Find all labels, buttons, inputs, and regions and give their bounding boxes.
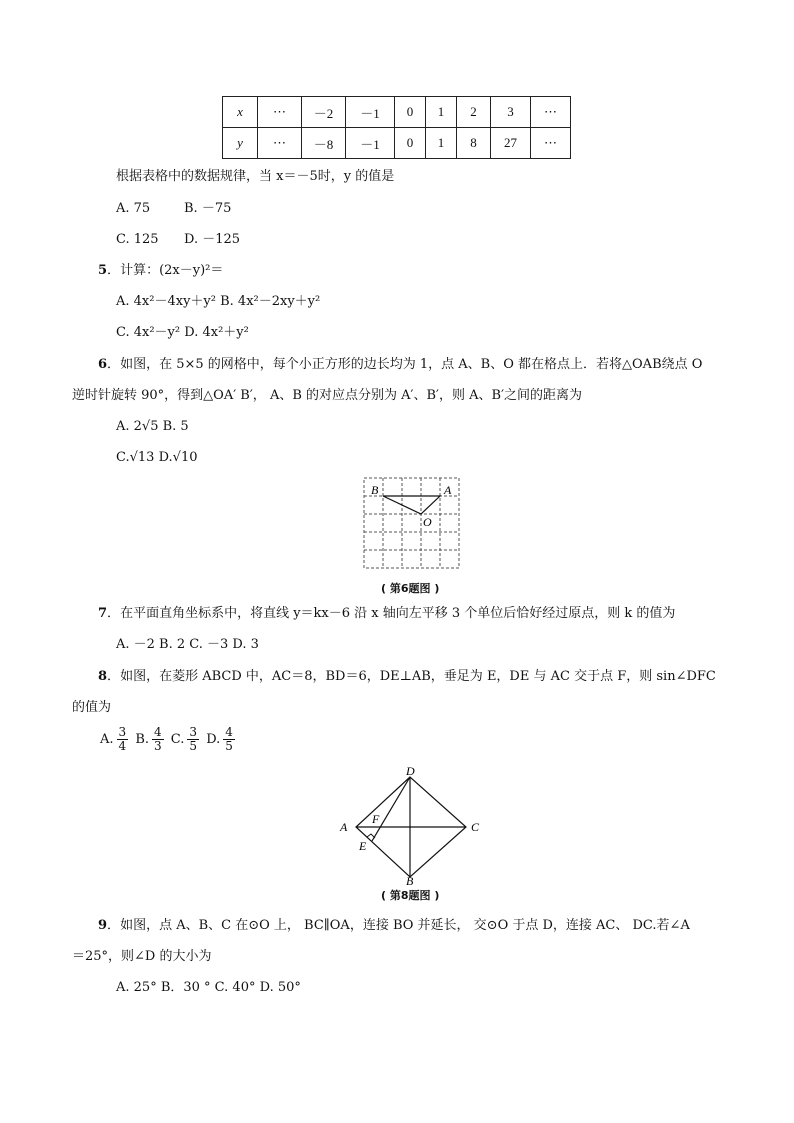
q8-figure-caption: ( 第8题图 )	[381, 889, 440, 902]
table-cell: －2	[302, 97, 346, 128]
value-table	[222, 96, 571, 159]
table-cell: －8	[302, 128, 346, 159]
q8-rhombus-figure	[336, 765, 488, 887]
point-a-label: A	[340, 820, 348, 834]
point-c-label: C	[471, 820, 480, 834]
table-cell: ⋯	[531, 97, 571, 128]
q8-option-d: D. $\frac{4}{5}$	[206, 725, 233, 753]
table-cell: －1	[346, 97, 395, 128]
q4-option-d: D. －125	[184, 232, 241, 247]
table-cell: 8	[457, 128, 491, 159]
right-angle-mark	[367, 834, 375, 838]
point-o-label: O	[423, 515, 432, 529]
q9-stem-line1: 如图，点 A、B、C 在⊙O 上， BC∥OA，连接 BO 并延长， 交⊙O 于点 D，连接 AC、 DC.若∠A	[120, 918, 690, 933]
q5-options-cd: C. 4x²－y² D. 4x²＋y²	[116, 325, 249, 340]
table-cell: ⋯	[258, 128, 302, 159]
q5-stem: 计算：(2x－y)²＝	[120, 263, 224, 278]
table-cell: 0	[395, 128, 426, 159]
table-cell: x	[223, 97, 258, 128]
q7-stem-row: 7．在平面直角坐标系中，将直线 y＝kx－6 沿 x 轴向左平移 3 个单位后恰好经过原点，则 k 的值为	[98, 606, 676, 621]
table-cell: 2	[457, 97, 491, 128]
triangle-oab	[383, 496, 440, 514]
q5-number: 5	[98, 263, 108, 278]
table-cell: 0	[395, 97, 426, 128]
q8-option-a: A. $\frac{3}{4}$	[100, 725, 127, 753]
q5-stem-row: 5．计算：(2x－y)²＝	[98, 263, 224, 278]
q8-option-c: C. $\frac{3}{5}$	[170, 725, 198, 753]
table-cell: 1	[426, 128, 457, 159]
point-b-label: B	[371, 483, 379, 497]
table-cell: ⋯	[531, 128, 571, 159]
q6-stem-line2: 逆时针旋转 90°，得到△OA′ B′， A、B 的对应点分别为 A′、B′，则 A、B′之间的距离为	[72, 388, 583, 403]
q8-stem-line1: 如图，在菱形 ABCD 中，AC＝8，BD＝6，DE⊥AB，垂足为 E，DE 与 AC 交于点 F，则 sin∠DFC	[120, 669, 716, 684]
point-d-label: D	[406, 765, 415, 778]
q6-stem-line1: 如图，在 5×5 的网格中，每个小正方形的边长均为 1，点 A、B、O 都在格点上．若将△OAB绕点 O	[120, 357, 703, 372]
q6-options-ab: A. 2√5 B. 5	[116, 419, 189, 434]
table-cell: －1	[346, 128, 395, 159]
point-e-label: E	[359, 839, 367, 853]
q8-stem-line2: 的值为	[72, 700, 112, 715]
q5-options-ab: A. 4x²－4xy＋y² B. 4x²－2xy＋y²	[116, 294, 321, 309]
q7-number: 7	[98, 606, 108, 621]
table-cell: 3	[491, 97, 531, 128]
table-row	[223, 128, 571, 159]
table-row	[223, 97, 571, 128]
table-cell: y	[223, 128, 258, 159]
q9-number: 9	[98, 918, 108, 933]
q6-number: 6	[98, 357, 108, 372]
q9-options: A. 25° B．30 ° C. 40° D. 50°	[116, 980, 301, 995]
point-b-label: B	[406, 874, 414, 887]
q6-stem-row: 6．如图，在 5×5 的网格中，每个小正方形的边长均为 1，点 A、B、O 都在格点上．若将△OAB绕点 O	[98, 357, 703, 372]
q7-options: A. －2 B. 2 C. －3 D. 3	[116, 637, 259, 652]
q8-options	[100, 726, 238, 753]
q4-stem: 根据表格中的数据规律，当 x＝－5时，y 的值是	[116, 169, 395, 184]
q4-option-a: A. 75	[116, 201, 151, 216]
segment-de	[372, 777, 410, 841]
q9-stem-row: 9．如图，点 A、B、C 在⊙O 上， BC∥OA，连接 BO 并延长， 交⊙O 于点 D，连接 AC、 DC.若∠A	[98, 918, 690, 933]
q8-stem-row: 8．如图，在菱形 ABCD 中，AC＝8，BD＝6，DE⊥AB，垂足为 E，DE 与 AC 交于点 F，则 sin∠DFC	[98, 669, 716, 684]
table-cell: ⋯	[258, 97, 302, 128]
table-cell: 27	[491, 128, 531, 159]
q9-stem-line2: ＝25°，则∠D 的大小为	[72, 949, 212, 964]
q4-option-c: C. 125	[116, 232, 159, 247]
table-cell: 1	[426, 97, 457, 128]
q6-grid-figure	[360, 475, 464, 575]
q6-options-cd: C.√13 D.√10	[116, 450, 198, 465]
q7-stem: 在平面直角坐标系中，将直线 y＝kx－6 沿 x 轴向左平移 3 个单位后恰好经过原点，则 k 的值为	[120, 606, 676, 621]
q6-figure-caption: ( 第6题图 )	[381, 582, 440, 595]
point-a-label: A	[444, 483, 452, 497]
q4-option-b: B. －75	[184, 201, 232, 216]
q8-option-b: B. $\frac{4}{3}$	[135, 725, 162, 753]
q8-number: 8	[98, 669, 108, 684]
point-f-label: F	[372, 812, 380, 826]
